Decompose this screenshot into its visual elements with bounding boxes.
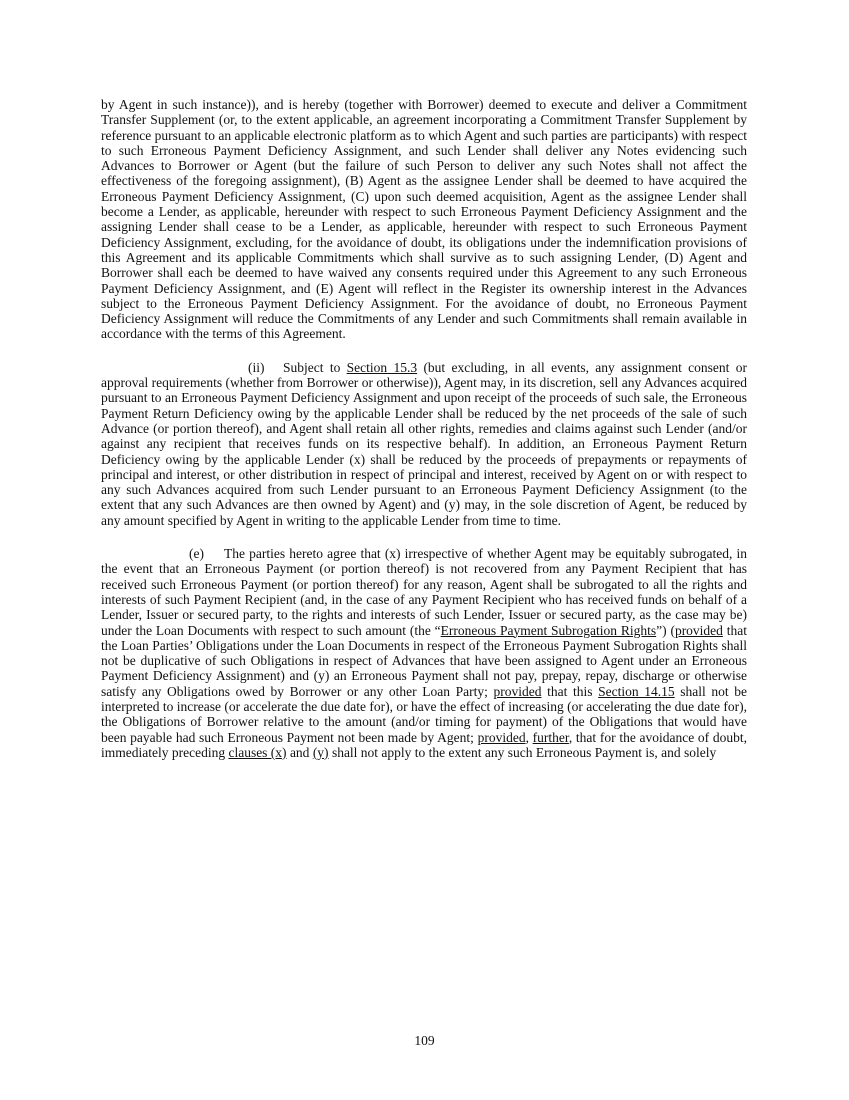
proviso-term: provided [493, 683, 542, 699]
paragraph-ii-text: (but excluding, in all events, any assignment consent or approval requirements (whether from Borrower or otherwise)), Agent may, in its discretion, sell any Advances acquired pursuant to an Erroneous Payment Deficiency Assignment and upon receipt of the proceeds of such sale, the Erroneous Payment Return Deficiency owing by the applicable Lender shall be reduced by the net proceeds of the sale of such Advance (or portion thereof), and Agent shall retain all other rights, remedies and claims against such Lender (and/or against any recipient that receives funds on its respective behalf). In addition, an Erroneous Payment Return Deficiency owing by the applicable Lender (x) shall be reduced by the proceeds of prepayments or repayments of principal and interest, or other distribution in respect of principal and interest, received by Agent on or with respect to any such Advances acquired from such Lender pursuant to an Erroneous Payment Deficiency Assignment (to the extent that any such Advances are then owned by Agent) and (y) may, in the sole discretion of Agent, be reduced by any amount specified by Agent in writing to the applicable Lender from time to time. [101, 359, 747, 528]
document-body [101, 97, 747, 760]
proviso-term: further [532, 729, 569, 745]
paragraph-e-text-9: shall not apply to the extent any such Erroneous Payment is, and solely [328, 744, 717, 760]
clause-label-e: (e) [189, 546, 204, 562]
section-reference-link: Section 15.3 [346, 359, 418, 375]
paragraph-ii [101, 360, 747, 528]
paragraph-e-text-6: , [525, 729, 533, 745]
paragraph-e-text-3: that the Loan Parties’ Obligations under the Loan Documents in respect of the Erroneous Payment Subrogation Rights shall not be duplicative of such Obligations in respect of Advances that have been assigned to Agent under an Erroneous Payment Deficiency Assignment) and (y) an Erroneous Payment shall not pay, prepay, repay, discharge or otherwise satisfy any Obligations owed by Borrower or any other Loan Party; [101, 622, 748, 699]
paragraph-e-text-4: that this [541, 683, 599, 699]
clause-reference: clauses (x) [228, 744, 287, 760]
paragraph-e-text-7: , that for the avoidance of doubt, immediately preceding [101, 729, 747, 760]
section-reference: Section 14.15 [598, 683, 675, 699]
paragraph-e [101, 546, 747, 760]
proviso-term: provided [477, 729, 526, 745]
paragraph-e-text-5: shall not be interpreted to increase (or accelerate the due date for), or have the effect of increasing (or accelerating the due date for), the Obligations of Borrower relative to the amount (and/or timing for payment) of the Obligations that would have been payable had such Erroneous Payment not been made by Agent; [101, 683, 748, 745]
paragraph-continuation: by Agent in such instance)), and is hereby (together with Borrower) deemed to execute and deliver a Commitment Transfer Supplement (or, to the extent applicable, an agreement incorporating a Commitment Transfer Supplement by reference pursuant to an applicable electronic platform as to which Agent and such parties are participants) with respect to such Erroneous Payment Deficiency Assignment, and such Lender shall deliver any Notes evidencing such Advances to Borrower or Agent (but the failure of such Person to deliver any such Notes shall not affect the effectiveness of the foregoing assignment), (B) Agent as the assignee Lender shall be deemed to have acquired the Erroneous Payment Deficiency Assignment, (C) upon such deemed acquisition, Agent as the assignee Lender shall become a Lender, as applicable, hereunder with respect to such Erroneous Payment Deficiency Assignment and the assigning Lender shall cease to be a Lender, as applicable, hereunder with respect to such Erroneous Payment Deficiency Assignment, excluding, for the avoidance of doubt, its obligations under the indemnification provisions of this Agreement and its applicable Commitments which shall survive as to such assigning Lender, (D) Agent and Borrower shall each be deemed to have waived any consents required under this Agreement to any such Erroneous Payment Deficiency Assignment, and (E) Agent will reflect in the Register its ownership interest in the Advances subject to the Erroneous Payment Deficiency Assignment. For the avoidance of doubt, no Erroneous Payment Deficiency Assignment will reduce the Commitments of any Lender and such Commitments shall remain available in accordance with the terms of this Agreement. [101, 97, 747, 342]
paragraph-e-text-1: The parties hereto agree that (x) irrespective of whether Agent may be equitably subrogated, in the event that an Erroneous Payment (or portion thereof) is not recovered from any Payment Recipient that has received such Erroneous Payment (or portion thereof) for any reason, Agent shall be subrogated to all the rights and interests of such Payment Recipient (and, in the case of any Payment Recipient who has received funds on behalf of a Lender, Issuer or secured party, to the rights and interests of such Lender, Issuer or secured party, as the case may be) under the Loan Documents with respect to such amount (the “ [101, 546, 747, 638]
proviso-term: provided [674, 622, 723, 638]
clause-label-ii: (ii) [248, 359, 265, 375]
paragraph-e-text-2: ”) ( [656, 622, 675, 638]
page-number: 109 [414, 1033, 435, 1048]
clause-reference: (y) [312, 744, 329, 760]
paragraph-ii-lead: Subject to [283, 359, 347, 375]
defined-term: Erroneous Payment Subrogation Rights [440, 622, 657, 638]
paragraph-e-text-8: and [286, 744, 313, 760]
